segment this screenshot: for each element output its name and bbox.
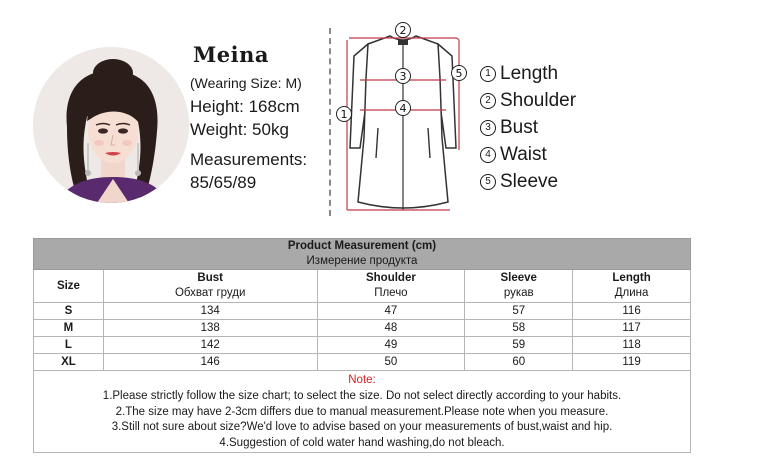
legend-item-sleeve: 5 Sleeve	[480, 168, 576, 195]
svg-text:2: 2	[399, 24, 407, 37]
number-4-icon: 4	[480, 147, 496, 163]
measurement-legend	[480, 60, 576, 195]
table-title: Product Measurement (cm) Измерение продукта	[34, 239, 691, 270]
header-sleeve: Sleeve рукав	[465, 270, 573, 303]
model-photo	[33, 47, 189, 203]
model-measurements-title: Measurements:	[190, 150, 308, 169]
svg-text:4: 4	[399, 102, 407, 115]
note-line: 2.The size may have 2-3cm differs due to manual measurement.Please note when you measure.	[115, 405, 609, 418]
header-size: Size	[34, 270, 104, 303]
header-shoulder: Shoulder Плечо	[317, 270, 465, 303]
model-weight: Weight: 50kg	[190, 120, 289, 139]
table-row: S 134 47 57 116	[34, 303, 691, 320]
model-wearing-size: (Wearing Size: M)	[190, 75, 302, 91]
note-line: 1.Please strictly follow the size chart; to select the size. Do not select directly according to your habits.	[102, 389, 622, 402]
notes-title: Note:	[348, 374, 376, 386]
model-height: Height: 168cm	[190, 97, 300, 116]
number-3-icon: 3	[480, 120, 496, 136]
legend-item-length: 1 Length	[480, 60, 576, 87]
header-bust: Bust Обхват груди	[103, 270, 317, 303]
table-header-row	[34, 270, 691, 303]
model-measurements-value: 85/65/89	[190, 173, 257, 192]
number-1-icon: 1	[480, 66, 496, 82]
svg-text:3: 3	[399, 70, 407, 83]
legend-item-bust: 3 Bust	[480, 114, 576, 141]
model-name: Meina	[193, 42, 269, 67]
number-5-icon: 5	[480, 174, 496, 190]
note-line: 4.Suggestion of cold water hand washing,do not bleach.	[219, 437, 505, 450]
table-row: L 142 49 59 118	[34, 337, 691, 354]
svg-text:5: 5	[455, 67, 463, 80]
collar-label	[398, 40, 408, 45]
table-row: XL 146 50 60 119	[34, 354, 691, 371]
svg-text:1: 1	[340, 108, 348, 121]
table-row: M 138 48 58 117	[34, 320, 691, 337]
legend-item-waist: 4 Waist	[480, 141, 576, 168]
size-table	[33, 238, 691, 453]
coat-diagram	[330, 18, 480, 218]
note-line: 3.Still not sure about size?We'd love to advise based on your measurements of bust,waist and hip.	[111, 421, 613, 434]
number-2-icon: 2	[480, 93, 496, 109]
legend-item-shoulder: 2 Shoulder	[480, 87, 576, 114]
header-length: Length Длина	[573, 270, 691, 303]
notes-section	[34, 371, 691, 453]
